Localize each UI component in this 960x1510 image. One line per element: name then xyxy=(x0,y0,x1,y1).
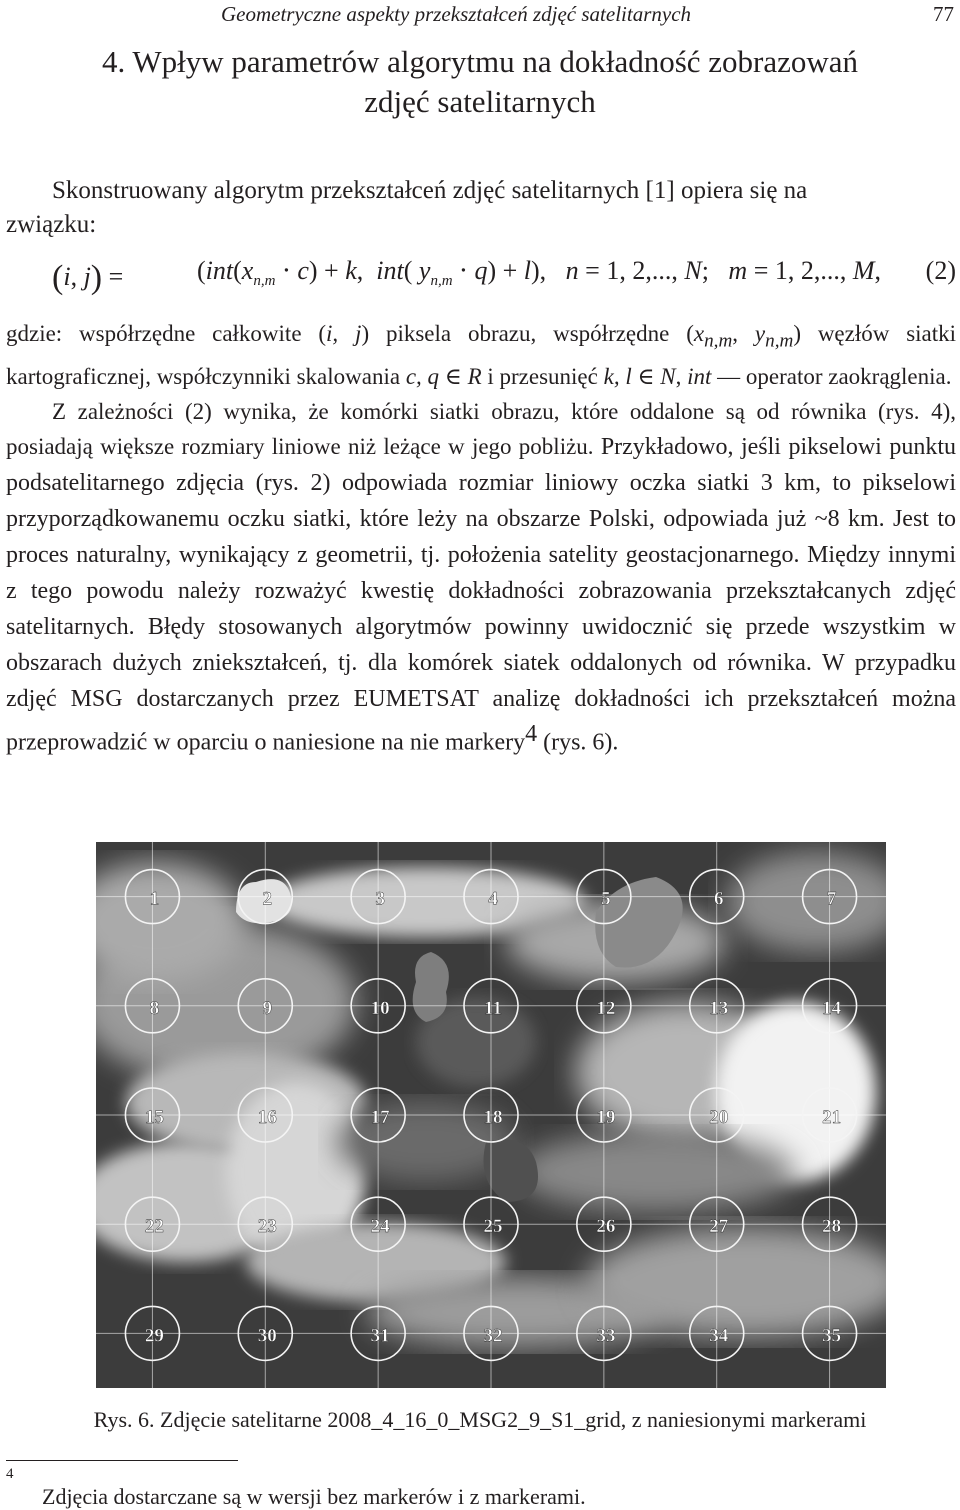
eq-var-i: i xyxy=(63,262,71,291)
marker-label: 14 xyxy=(822,997,842,1019)
marker-label: 18 xyxy=(483,1107,503,1128)
marker-label: 5 xyxy=(601,888,611,910)
marker-label: 6 xyxy=(713,888,724,910)
p1-text-2: ) piksela obrazu, współrzędne ( xyxy=(361,321,694,346)
eq-n: n xyxy=(565,256,579,285)
p1-element-of-1: ∈ xyxy=(439,363,468,389)
p1-y: y xyxy=(754,321,766,346)
marker-label: 4 xyxy=(488,888,498,910)
marker-label: 1 xyxy=(149,888,160,910)
p1-text-4: i przesunięć xyxy=(481,363,604,389)
p1-text-3: ) węzłów siatki kartograficznej, współczynniki skalowania xyxy=(6,321,957,389)
marker-label: 3 xyxy=(375,888,385,910)
satellite-image-figure xyxy=(96,842,886,1388)
marker-label: 23 xyxy=(257,1216,277,1238)
page-number: 77 xyxy=(933,2,954,26)
section-title-line1: 4. Wpływ parametrów algorytmu na dokładność zobrazowań xyxy=(101,44,859,79)
eq-y: y xyxy=(418,256,431,285)
eq-m: m xyxy=(728,256,748,285)
marker-label: 29 xyxy=(144,1325,164,1347)
marker-label: 20 xyxy=(709,1107,729,1128)
eq-sub1: n,m xyxy=(253,273,276,290)
eq-M: M xyxy=(852,256,875,285)
section-title xyxy=(0,42,960,122)
section-title-line2: zdjęć satelitarnych xyxy=(364,84,596,119)
p1-N: N xyxy=(660,363,676,389)
marker-label: 21 xyxy=(822,1107,842,1128)
marker-label: 10 xyxy=(370,997,390,1019)
british-isles-outline xyxy=(413,952,449,1022)
marker-label: 27 xyxy=(709,1216,729,1238)
marker-label: 13 xyxy=(709,997,729,1019)
eq-int1: int xyxy=(205,256,234,285)
footnote-separator xyxy=(6,1460,238,1461)
p1-x: x xyxy=(693,321,705,346)
eq-int2: int xyxy=(376,256,404,285)
marker-label: 2 xyxy=(262,888,273,910)
footnote-reference[interactable]: 4 xyxy=(525,720,538,747)
eq-q: q xyxy=(474,256,488,285)
p1-int: int xyxy=(687,363,712,389)
eq-n-range: 1, 2,..., xyxy=(606,256,685,285)
eq-k: k xyxy=(345,256,357,285)
paragraph-definitions xyxy=(6,316,956,394)
p1-kl: k, l xyxy=(603,363,632,389)
marker-label: 31 xyxy=(370,1325,390,1347)
p1-comma: , xyxy=(732,321,755,346)
marker-label: 17 xyxy=(370,1107,390,1128)
marker-label: 28 xyxy=(822,1216,842,1238)
intro-line1: Skonstruowany algorytm przekształceń zdjęć satelitarnych [1] opiera się na xyxy=(52,177,808,204)
intro-paragraph xyxy=(6,174,956,242)
eq-m-range: 1, 2,..., xyxy=(774,256,853,285)
marker-label: 7 xyxy=(826,888,837,910)
running-title: Geometryczne aspekty przekształceń zdjęć satelitarnych xyxy=(221,2,692,26)
eq-sub2: n,m xyxy=(430,273,453,290)
p1-text-1: gdzie: współrzędne całkowite ( xyxy=(6,321,327,346)
p2-text-c: (rys. 6). xyxy=(537,729,619,756)
p1-element-of-2: ∈ xyxy=(631,363,661,389)
marker-label: 32 xyxy=(483,1325,503,1347)
body-text xyxy=(6,316,956,760)
marker-label: 12 xyxy=(596,997,616,1019)
equation-rhs: ($int(x_{n,m} \cdot c) + k$, int( $y_{n,m} \cdot q) + l$), n = 1, 2,..., N; m = 1, 2,..., M, xyxy=(197,256,882,290)
marker-label: 26 xyxy=(596,1216,616,1238)
p1-cq: c, q xyxy=(405,363,440,389)
equation-lhs: (i, j) = xyxy=(52,259,124,296)
marker-label: 30 xyxy=(257,1325,277,1347)
marker-label: 9 xyxy=(262,997,273,1019)
paragraph-analysis xyxy=(6,394,956,761)
marker-label: 25 xyxy=(483,1216,503,1238)
intro-line2: związku: xyxy=(6,211,97,238)
marker-label: 19 xyxy=(596,1107,616,1128)
p1-R: R xyxy=(467,363,482,389)
p1-text-5: , xyxy=(675,363,688,389)
p1-sub-y: n,m xyxy=(765,330,794,352)
satellite-image xyxy=(96,842,886,1388)
marker-label: 16 xyxy=(257,1107,277,1128)
eq-l: l xyxy=(523,256,531,285)
eq-N: N xyxy=(684,256,702,285)
running-header xyxy=(0,2,960,30)
p1-ij: i, j xyxy=(326,321,362,346)
eq-x: x xyxy=(241,256,254,285)
marker-label: 22 xyxy=(144,1216,164,1238)
equation-2 xyxy=(52,248,956,298)
footnote-mark: 4 xyxy=(6,1466,14,1482)
eq-var-j: j xyxy=(83,262,91,291)
marker-label: 24 xyxy=(370,1216,390,1238)
equation-number: (2) xyxy=(925,256,956,285)
p1-text-6: — operator zaokrąglenia. xyxy=(711,363,952,389)
marker-label: 35 xyxy=(822,1325,842,1347)
marker-label: 33 xyxy=(596,1325,616,1347)
marker-label: 34 xyxy=(709,1325,729,1347)
p2-text-b: Przykładowo, jeśli pikselowi punktu podsatelitarnego zdjęcia (rys. 2) odpowiada rozmiar liniowy oczka siatki 3 km, to pikselowi przyporządkowanemu oczku siatki, które leży na obszarze Polski, odpowiada już ~8 km. Jest to proces naturalny, wynikający z geometrii, tj. położenia satelity geostacjonarnego. Między innymi z tego powodu należy rozważyć kwestię dokładności zobrazowania przekształcanych zdjęć satelitarnych. Błędy stosowanych algorytmów powinny uwidocznić się przede wszystkim w obszarach dużych zniekształceń, tj. dla komórek siatek oddalonych od równika. W przypadku zdjęć MSG dostarczanych przez EUMETSAT analizę dokładności ich przekształceń można przeprowadzić w oparciu o naniesione na nie markery xyxy=(6,433,956,756)
marker-label: 11 xyxy=(484,997,502,1019)
marker-label: 8 xyxy=(149,997,160,1019)
eq-c: c xyxy=(297,256,309,285)
footnote-text: Zdjęcia dostarczane są w wersji bez markerów i z markerami. xyxy=(42,1484,586,1509)
figure-caption: Rys. 6. Zdjęcie satelitarne 2008_4_16_0_MSG2_9_S1_grid, z naniesionymi markerami xyxy=(93,1407,867,1432)
p2-text-a: Z zależności (2) wynika, że komórki siatki obrazu, które oddalone są od równika (rys. 4), posiadają większe rozmiary liniowe niż leżące w jego pobliżu. xyxy=(6,398,956,459)
marker-label: 15 xyxy=(144,1107,164,1128)
p1-sub-x: n,m xyxy=(704,330,733,352)
